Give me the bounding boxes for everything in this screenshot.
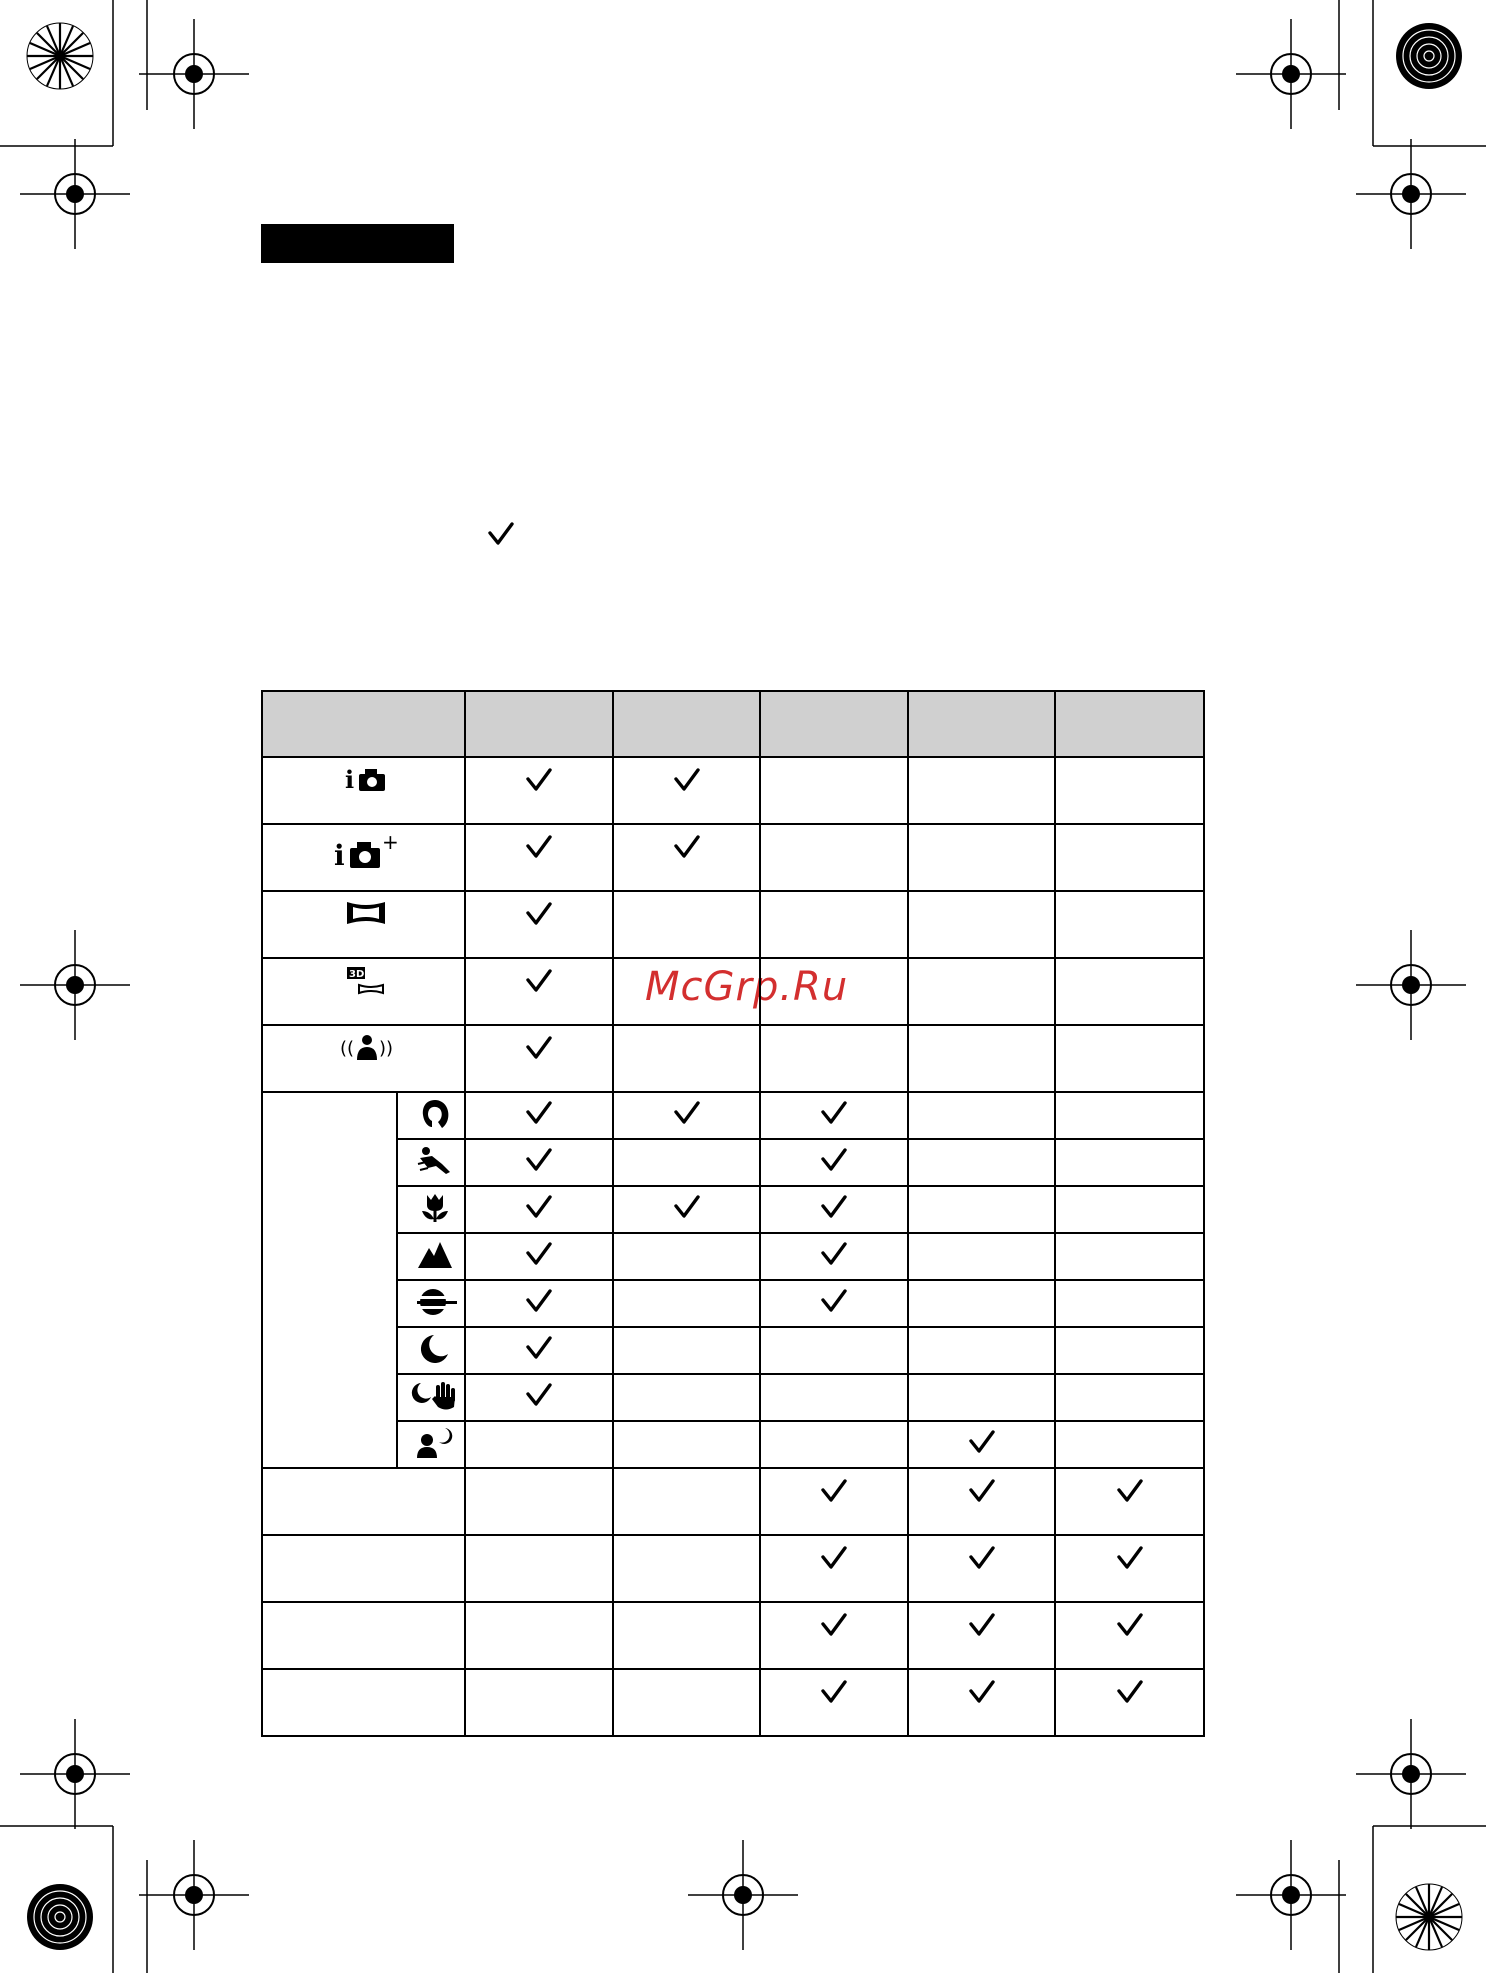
- table-row: [262, 891, 1204, 958]
- mode-cell: [262, 1468, 465, 1535]
- check-icon: [820, 1193, 848, 1221]
- check-cell: [908, 1233, 1055, 1280]
- check-cell: [760, 1468, 908, 1535]
- check-cell: [908, 1186, 1055, 1233]
- check-icon: [525, 833, 553, 861]
- check-icon: [525, 1193, 553, 1221]
- 3d-sweep-panorama-icon: [345, 965, 389, 995]
- scene-icon-cell: [397, 1280, 465, 1327]
- check-icon: [968, 1611, 996, 1639]
- check-cell: [1055, 824, 1204, 891]
- check-cell: [1055, 1280, 1204, 1327]
- scene-icon-cell: [397, 1421, 465, 1468]
- check-cell: [908, 891, 1055, 958]
- check-cell: [760, 1139, 908, 1186]
- check-cell: [613, 1280, 760, 1327]
- scene-icon-cell: [397, 1092, 465, 1139]
- check-cell: [760, 1535, 908, 1602]
- check-cell: [613, 824, 760, 891]
- check-cell: [465, 891, 613, 958]
- scene-icon-cell: [397, 1139, 465, 1186]
- check-cell: [465, 1233, 613, 1280]
- table-row: [262, 1025, 1204, 1092]
- check-icon: [525, 1334, 553, 1362]
- table-row: [262, 1092, 1204, 1139]
- check-icon: [525, 1240, 553, 1268]
- check-cell: [465, 1186, 613, 1233]
- scene-icon-cell: [397, 1233, 465, 1280]
- check-cell: [1055, 891, 1204, 958]
- check-cell: [465, 1535, 613, 1602]
- check-cell: [465, 1280, 613, 1327]
- svg-text:3D: 3D: [348, 969, 364, 980]
- header-cell: [760, 691, 908, 757]
- check-cell: [613, 891, 760, 958]
- check-icon: [820, 1544, 848, 1572]
- check-icon: [820, 1287, 848, 1315]
- mode-cell: [262, 1669, 465, 1736]
- table-row: [262, 824, 1204, 891]
- check-cell: [760, 1186, 908, 1233]
- check-icon: [525, 1287, 553, 1315]
- check-icon: [525, 1099, 553, 1127]
- check-cell: [908, 1669, 1055, 1736]
- intelligent-auto-icon: [345, 764, 389, 794]
- check-icon: [525, 1381, 553, 1409]
- svg-text:)): )): [378, 1038, 393, 1059]
- check-cell: [908, 1374, 1055, 1421]
- sunset-icon: [413, 1285, 457, 1319]
- table-row: [262, 1280, 1204, 1327]
- header-cell: [908, 691, 1055, 757]
- check-cell: [908, 757, 1055, 824]
- check-cell: [908, 1535, 1055, 1602]
- check-cell: [908, 1602, 1055, 1669]
- check-icon: [820, 1240, 848, 1268]
- table-row: [262, 1233, 1204, 1280]
- mode-cell: [262, 958, 465, 1025]
- check-cell: [760, 1092, 908, 1139]
- check-cell: [613, 1233, 760, 1280]
- check-icon: [673, 1099, 701, 1127]
- check-icon: [525, 766, 553, 794]
- check-cell: [1055, 958, 1204, 1025]
- check-cell: [613, 1468, 760, 1535]
- table-row: [262, 1139, 1204, 1186]
- macro-icon: [418, 1191, 452, 1225]
- check-cell: [465, 1025, 613, 1092]
- sweep-panorama-icon: [345, 898, 389, 928]
- svg-text:i: i: [333, 839, 345, 871]
- header-cell: [465, 691, 613, 757]
- table-row: [262, 1602, 1204, 1669]
- hand-held-twilight-icon: [410, 1379, 460, 1413]
- table-row: [262, 1669, 1204, 1736]
- check-icon: [1116, 1611, 1144, 1639]
- watermark: McGrp.Ru: [645, 964, 849, 1010]
- check-cell: [760, 824, 908, 891]
- check-icon: [1116, 1544, 1144, 1572]
- check-cell: [760, 958, 908, 1025]
- check-cell: [1055, 1535, 1204, 1602]
- check-cell: [760, 891, 908, 958]
- table-row: [262, 958, 1204, 1025]
- mode-cell: [262, 1535, 465, 1602]
- check-cell: [760, 1602, 908, 1669]
- check-cell: [760, 1421, 908, 1468]
- check-cell: [613, 1602, 760, 1669]
- check-cell: [760, 1669, 908, 1736]
- scene-icon-cell: [397, 1186, 465, 1233]
- table-row: [262, 1421, 1204, 1468]
- check-cell: [908, 1092, 1055, 1139]
- check-cell: [465, 757, 613, 824]
- svg-text:+: +: [381, 831, 399, 854]
- scene-group-cell: [262, 1092, 397, 1468]
- check-cell: [1055, 1602, 1204, 1669]
- check-cell: [613, 1186, 760, 1233]
- night-scene-icon: [418, 1332, 452, 1366]
- check-icon: [820, 1611, 848, 1639]
- check-cell: [1055, 757, 1204, 824]
- check-cell: [1055, 1421, 1204, 1468]
- check-cell: [1055, 1374, 1204, 1421]
- svg-text:((: ((: [339, 1038, 354, 1059]
- check-icon: [1116, 1678, 1144, 1706]
- check-cell: [1055, 1186, 1204, 1233]
- mode-cell: [262, 757, 465, 824]
- header-cell: [262, 691, 465, 757]
- mode-cell: [262, 1602, 465, 1669]
- check-cell: [908, 1025, 1055, 1092]
- check-cell: [760, 757, 908, 824]
- anti-motion-blur-icon: [340, 1032, 394, 1064]
- check-cell: [613, 1669, 760, 1736]
- check-cell: [613, 958, 760, 1025]
- check-cell: [465, 1092, 613, 1139]
- sports-icon: [416, 1144, 454, 1176]
- check-cell: [908, 1421, 1055, 1468]
- header-cell: [613, 691, 760, 757]
- portrait-icon: [418, 1097, 452, 1131]
- table-row: [262, 757, 1204, 824]
- check-icon: [968, 1544, 996, 1572]
- check-icon: [968, 1428, 996, 1456]
- check-cell: [908, 824, 1055, 891]
- check-icon: [673, 766, 701, 794]
- check-cell: [760, 1233, 908, 1280]
- check-icon: [820, 1477, 848, 1505]
- check-cell: [613, 1374, 760, 1421]
- check-cell: [465, 1669, 613, 1736]
- check-icon: [525, 1034, 553, 1062]
- section-heading-bar: [261, 224, 454, 263]
- check-cell: [908, 958, 1055, 1025]
- check-cell: [1055, 1233, 1204, 1280]
- check-cell: [1055, 1669, 1204, 1736]
- check-cell: [760, 1280, 908, 1327]
- scene-icon-cell: [397, 1374, 465, 1421]
- landscape-icon: [416, 1238, 454, 1272]
- check-cell: [1055, 1139, 1204, 1186]
- check-cell: [1055, 1468, 1204, 1535]
- check-cell: [1055, 1327, 1204, 1374]
- svg-text:i: i: [344, 765, 354, 794]
- check-cell: [465, 1139, 613, 1186]
- table-row: [262, 1327, 1204, 1374]
- night-portrait-icon: [415, 1426, 455, 1460]
- check-cell: [465, 1421, 613, 1468]
- scene-icon-cell: [397, 1327, 465, 1374]
- table-row: [262, 1374, 1204, 1421]
- check-cell: [465, 1374, 613, 1421]
- check-cell: [908, 1468, 1055, 1535]
- check-icon: [673, 833, 701, 861]
- check-icon: [820, 1678, 848, 1706]
- check-icon: [487, 520, 515, 548]
- check-icon: [525, 1146, 553, 1174]
- check-icon: [968, 1678, 996, 1706]
- table-row: [262, 1468, 1204, 1535]
- check-cell: [760, 1327, 908, 1374]
- check-icon: [525, 967, 553, 995]
- check-cell: [465, 1468, 613, 1535]
- check-cell: [465, 958, 613, 1025]
- header-cell: [1055, 691, 1204, 757]
- check-icon: [673, 1193, 701, 1221]
- mode-cell: [262, 824, 465, 891]
- check-cell: [465, 824, 613, 891]
- check-cell: [613, 1025, 760, 1092]
- check-cell: [465, 1327, 613, 1374]
- check-cell: [613, 757, 760, 824]
- mode-compatibility-table: [261, 690, 1205, 1737]
- check-icon: [968, 1477, 996, 1505]
- check-cell: [908, 1327, 1055, 1374]
- check-cell: [613, 1092, 760, 1139]
- check-cell: [760, 1025, 908, 1092]
- mode-cell: [262, 891, 465, 958]
- table-header-row: [262, 691, 1204, 757]
- check-cell: [613, 1327, 760, 1374]
- check-cell: [908, 1139, 1055, 1186]
- table-row: [262, 1535, 1204, 1602]
- check-icon: [820, 1099, 848, 1127]
- check-cell: [1055, 1025, 1204, 1092]
- check-cell: [613, 1421, 760, 1468]
- check-cell: [1055, 1092, 1204, 1139]
- check-icon: [525, 900, 553, 928]
- superior-auto-icon: [334, 831, 400, 871]
- check-icon: [1116, 1477, 1144, 1505]
- check-cell: [613, 1535, 760, 1602]
- check-cell: [760, 1374, 908, 1421]
- mode-cell: [262, 1025, 465, 1092]
- check-icon: [820, 1146, 848, 1174]
- check-cell: [908, 1280, 1055, 1327]
- check-cell: [465, 1602, 613, 1669]
- table-row: [262, 1186, 1204, 1233]
- check-cell: [613, 1139, 760, 1186]
